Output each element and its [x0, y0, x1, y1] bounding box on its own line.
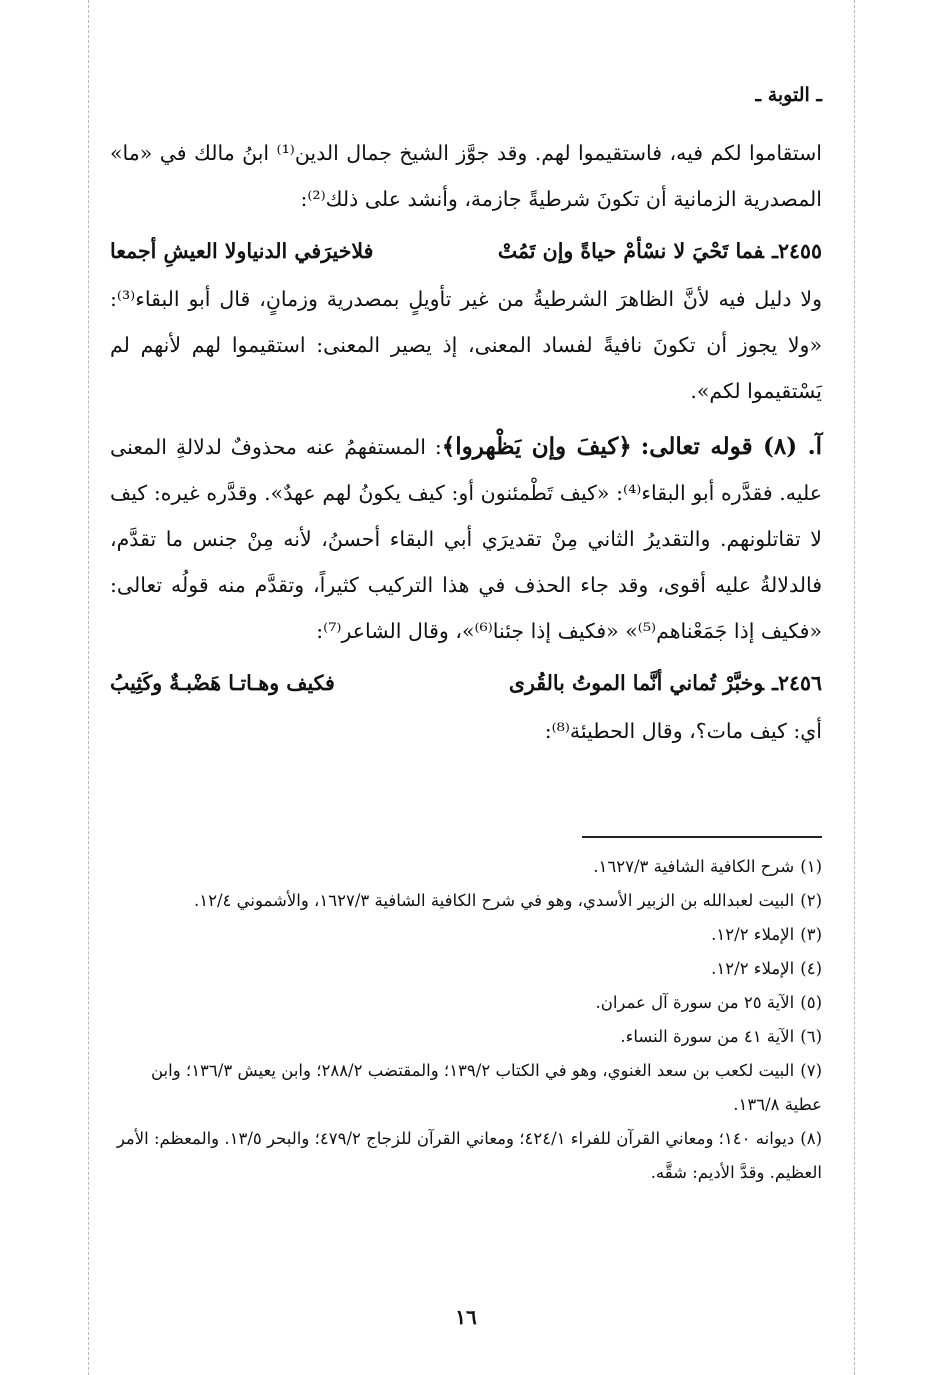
- verse-2456: [110, 660, 822, 706]
- page-number: ١٦: [455, 1305, 477, 1329]
- footnote-4: [110, 952, 822, 986]
- footnote-text: الآية ٢٥ من سورة آل عمران.: [595, 993, 795, 1012]
- book-page: [110, 70, 822, 1350]
- footnote-text: البيت لكعب بن سعد الغنوي، وهو في الكتاب ١٣٩/٢؛ والمقتضب ٢٨٨/٢؛ وابن يعيش ١٣٦/٣؛ وابن عطية ١٣٦/٨.: [150, 1061, 822, 1114]
- main-text: [110, 130, 822, 754]
- paragraph-2: ولا دليل فيه لأنَّ الظاهرَ الشرطيةُ من غير تأويلٍ بمصدرية وزمانٍ، قال أبو البقاء⁽³⁾: «ولا يجوز أن تكونَ نافيةً لفساد المعنى، إذ يصير المعنى: استقيموا لهم لأنهم لم يَسْتقيموا لكم».: [110, 287, 822, 403]
- paragraph-3: [110, 424, 822, 654]
- footnote-number: (٢): [800, 891, 822, 910]
- footnote-number: (٦): [800, 1027, 822, 1046]
- footnote-3: [110, 918, 822, 952]
- footnote-number: (٧): [800, 1061, 822, 1080]
- scan-edge-left: [88, 0, 89, 1375]
- verse-2455-hemistich-2: فلاخيرَفي الدنياولا العيشِ أجمعا: [110, 239, 374, 263]
- verse-2456-hemistich-2: فكيف وهـاتـا هَضْبـةٌ وكَثِيبُ: [110, 671, 335, 695]
- quran-quote: ﴿كيفَ وإن يَظْهروا﴾: [441, 433, 632, 460]
- verse-2455: [110, 228, 822, 274]
- footnote-number: (٣): [800, 925, 822, 944]
- verse-2456-first-half: [509, 660, 822, 706]
- footnote-8: [110, 1122, 822, 1190]
- footnote-2: [110, 884, 822, 918]
- footnote-separator: [582, 836, 822, 838]
- footnote-5: [110, 986, 822, 1020]
- footnote-text: البيت لعبدالله بن الزبير الأسدي، وهو في شرح الكافية الشافية ١٦٢٧/٣، والأشموني ١٢/٤.: [193, 891, 795, 910]
- footnote-text: ديوانه ١٤٠؛ ومعاني القرآن للفراء ٤٢٤/١؛ ومعاني القرآن للزجاج ٤٧٩/٢؛ والبحر ١٣/٥. والمعظم: الأمر العظيم. وقدَّ الأديم: شقَّه.: [116, 1129, 822, 1182]
- scan-edge-right: [854, 0, 855, 1375]
- paragraph-3-text: : المستفهمُ عنه محذوفٌ لدلالةِ المعنى عليه. فقدَّره أبو البقاء⁽⁴⁾: «كيف تَطْمئنون أو: كيف يكونُ لهم عهدٌ». وقدَّره غيره: كيف لا تقاتلونهم. والتقديرُ الثاني مِنْ تقديرَي أبي البقاء أحسنُ، لأنه مِنْ جنس ما تقدَّم، فالدلالةُ عليه أقوى، وقد جاء الحذف في هذا التركيب كثيراً، وتقدَّم منه قولُه تعالى: «فكيف إذا جَمَعْناهم⁽⁵⁾» «فكيف إذا جئنا⁽⁶⁾»، وقال الشاعر⁽⁷⁾:: [110, 435, 823, 643]
- verse-2456-hemistich-1: وخبَّرْ تُماني أنَّما الموتُ بالقُرى: [508, 671, 764, 695]
- paragraph-1: استقاموا لكم فيه، فاستقيموا لهم. وقد جوَّز الشيخ جمال الدين⁽¹⁾ ابنُ مالك في «ما» المصدرية الزمانية أن تكونَ شرطيةً جازمة، وأنشد على ذلك⁽²⁾:: [110, 141, 822, 211]
- paragraph-4: أي: كيف مات؟، وقال الحطيئة⁽⁸⁾:: [544, 719, 822, 743]
- footnote-number: (١): [800, 857, 822, 876]
- footnote-6: [110, 1020, 822, 1054]
- verse-reference: آ. (٨) قوله تعالى:: [640, 433, 822, 460]
- paragraph-gap: [110, 414, 822, 424]
- footnote-7: [110, 1054, 822, 1122]
- running-header: ـ التوبة ـ: [755, 84, 822, 106]
- verse-2456-number: ٢٤٥٦ـ: [771, 671, 822, 695]
- verse-2455-first-half: [498, 228, 822, 274]
- footnote-number: (٨): [800, 1129, 822, 1148]
- footnote-number: (٤): [800, 959, 822, 978]
- footnote-text: الإملاء ١٢/٢.: [711, 959, 795, 978]
- footnote-text: الإملاء ١٢/٢.: [711, 925, 795, 944]
- footnote-1: [110, 850, 822, 884]
- verse-2455-hemistich-1: فما تَحْيَ لا نسْأمْ حياةً وإن تَمُتْ: [497, 239, 764, 263]
- footnotes-list: [110, 850, 822, 1190]
- footnote-text: شرح الكافية الشافية ١٦٢٧/٣.: [593, 857, 795, 876]
- verse-2455-number: ٢٤٥٥ـ: [771, 239, 822, 263]
- footnote-text: الآية ٤١ من سورة النساء.: [620, 1027, 795, 1046]
- footnote-number: (٥): [800, 993, 822, 1012]
